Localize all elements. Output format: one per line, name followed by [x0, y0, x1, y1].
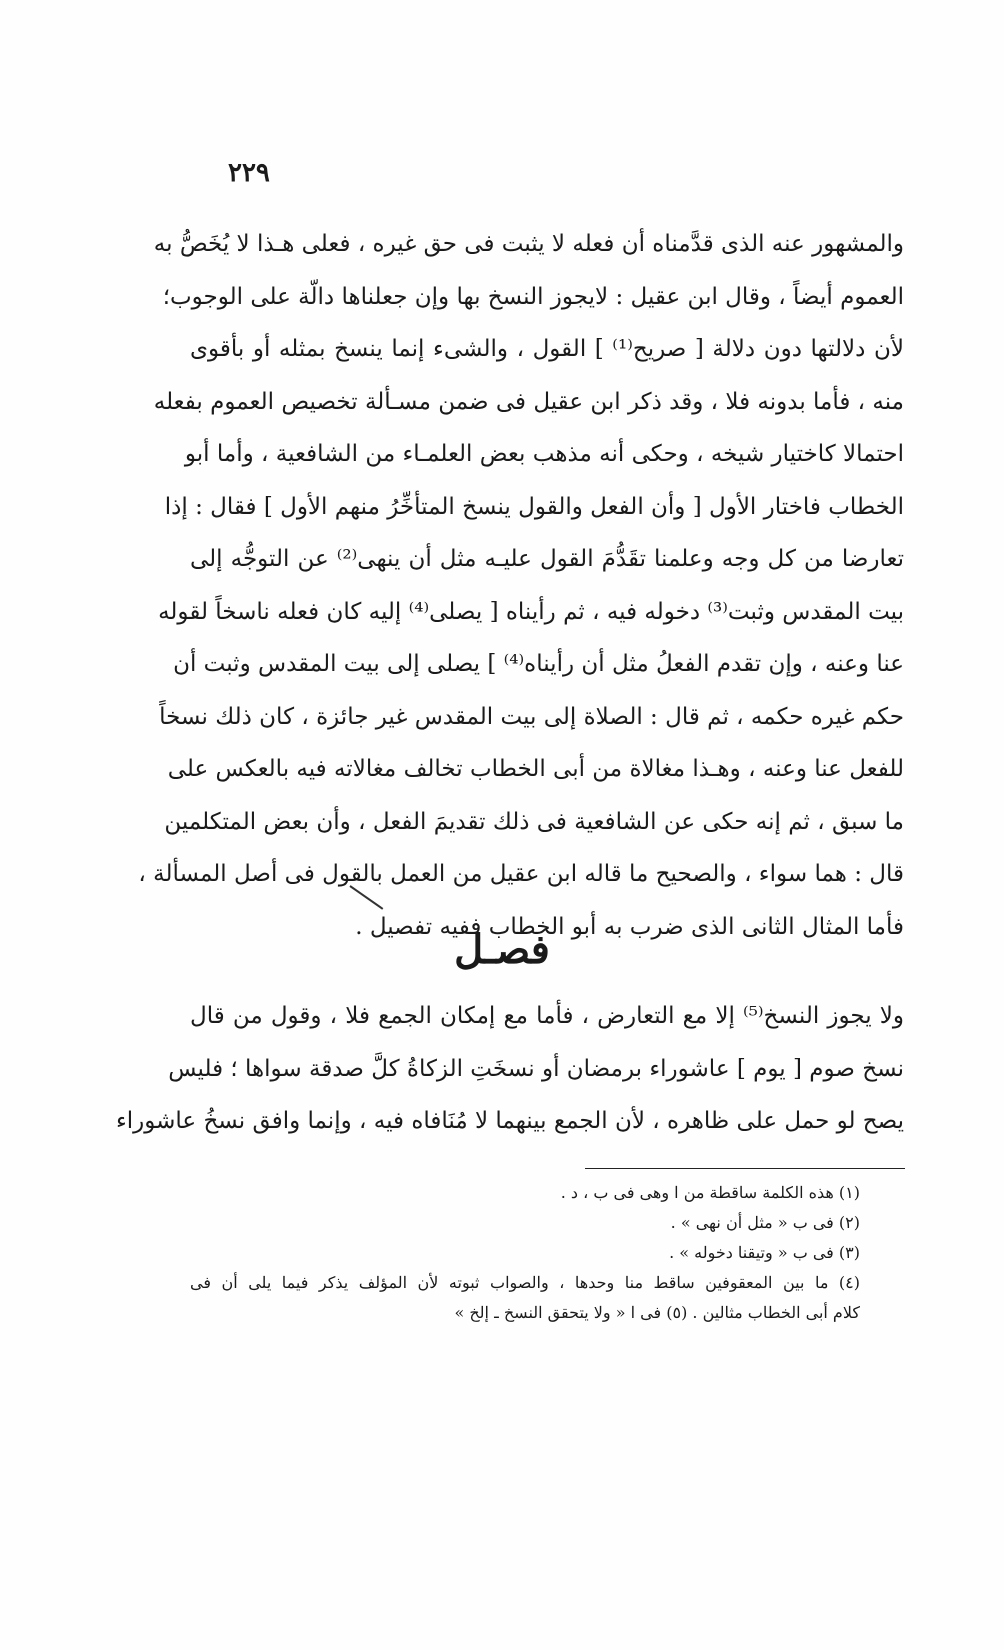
text-line: يصح لو حمل على ظاهره ، لأن الجمع بينهما لا مُنَافاه فيه ، وإنما وافق نسخُ عاشوراء — [115, 1108, 904, 1134]
text-line: والمشهور عنه الذى قدَّمناه أن فعله لا يثبت فى حق غيره ، فعلى هـذا لا يُخَصُّ به — [153, 231, 904, 257]
footnote: (١) هذه الكلمة ساقطة من ا وهى فى ب ، د . — [560, 1183, 860, 1202]
text-line: حكم غيره حكمه ، ثم قال : الصلاة إلى بيت المقدس غير جائزة ، كان ذلك نسخاً — [159, 703, 904, 730]
text-line: تعارضا من كل وجه وعلمنا تقَدُّمَ القول عليـه مثل أن ينهى⁽²⁾ عن التوجُّه إلى — [190, 546, 904, 572]
text-line: ولا يجوز النسخ⁽⁵⁾ إلا مع التعارض ، فأما مع إمكان الجمع فلا ، وقول من قال — [190, 1003, 904, 1029]
text-line: لأن دلالتها دون دلالة [ صريح⁽¹⁾ ] القول ، والشىء إنما ينسخ بمثله أو بأقوى — [190, 336, 904, 362]
text-line: العموم أيضاً ، وقال ابن عقيل : لايجوز النسخ بها وإن جعلناها دالّة على الوجوب؛ — [162, 283, 904, 310]
footnote: (٤) ما بين المعقوفين ساقط منا وحدها ، والصواب ثبوته لأن المؤلف يذكر فيما يلى أن فى — [190, 1273, 860, 1292]
text-line: الخطاب فاختار الأول [ وأن الفعل والقول ينسخ المتأخِّرُ منهم الأول ] فقال : إذا — [164, 493, 904, 520]
footnote: (٢) فى ب « مثل أن نهى » . — [670, 1213, 860, 1232]
text-line: احتمالا كاختيار شيخه ، وحكى أنه مذهب بعض العلمـاء من الشافعية ، وأما أبو — [184, 441, 904, 467]
text-line: للفعل عنا وعنه ، وهـذا مغالاة من أبى الخطاب تخالف مغالاته فيه بالعكس على — [167, 756, 904, 782]
text-line: قال : هما سواء ، والصحيح ما قاله ابن عقيل من العمل بالقول فى أصل المسألة ، — [138, 861, 904, 887]
page-number: ٢٢٩ — [228, 158, 270, 188]
text-line: بيت المقدس وثبت⁽³⁾ دخوله فيه ، ثم رأيناه [ يصلى⁽⁴⁾ إليه كان فعله ناسخاً لقوله — [158, 598, 904, 625]
footnote: كلام أبى الخطاب مثالين . (٥) فى ا « ولا يتحقق النسخ ـ إلخ » — [454, 1303, 860, 1322]
footnote: (٣) فى ب « وتيقنا دخوله » . — [669, 1243, 860, 1262]
main-paragraph — [138, 218, 904, 953]
text-line: فأما المثال الثانى الذى ضرب به أبو الخطاب ففيه تفصيل . — [355, 913, 904, 940]
section-paragraph — [115, 990, 904, 1148]
text-line: ما سبق ، ثم إنه حكى عن الشافعية فى ذلك تقديمَ الفعل ، وأن بعض المتكلمين — [164, 808, 904, 835]
text-line: نسخ صوم [ يوم ] عاشوراء برمضان أو نسخَتِ الزكاةُ كلَّ صدقة سواها ؛ فليس — [168, 1055, 904, 1082]
section-heading: فصـل — [454, 926, 550, 973]
text-line: عنا وعنه ، وإن تقدم الفعلُ مثل أن رأيناه⁽⁴⁾ ] يصلى إلى بيت المقدس وثبت أن — [173, 651, 904, 677]
text-line: منه ، فأما بدونه فلا ، وقد ذكر ابن عقيل فى ضمن مسـألة تخصيص العموم بفعله — [153, 388, 904, 415]
footnote-divider — [585, 1168, 905, 1169]
footnotes — [190, 1178, 860, 1328]
